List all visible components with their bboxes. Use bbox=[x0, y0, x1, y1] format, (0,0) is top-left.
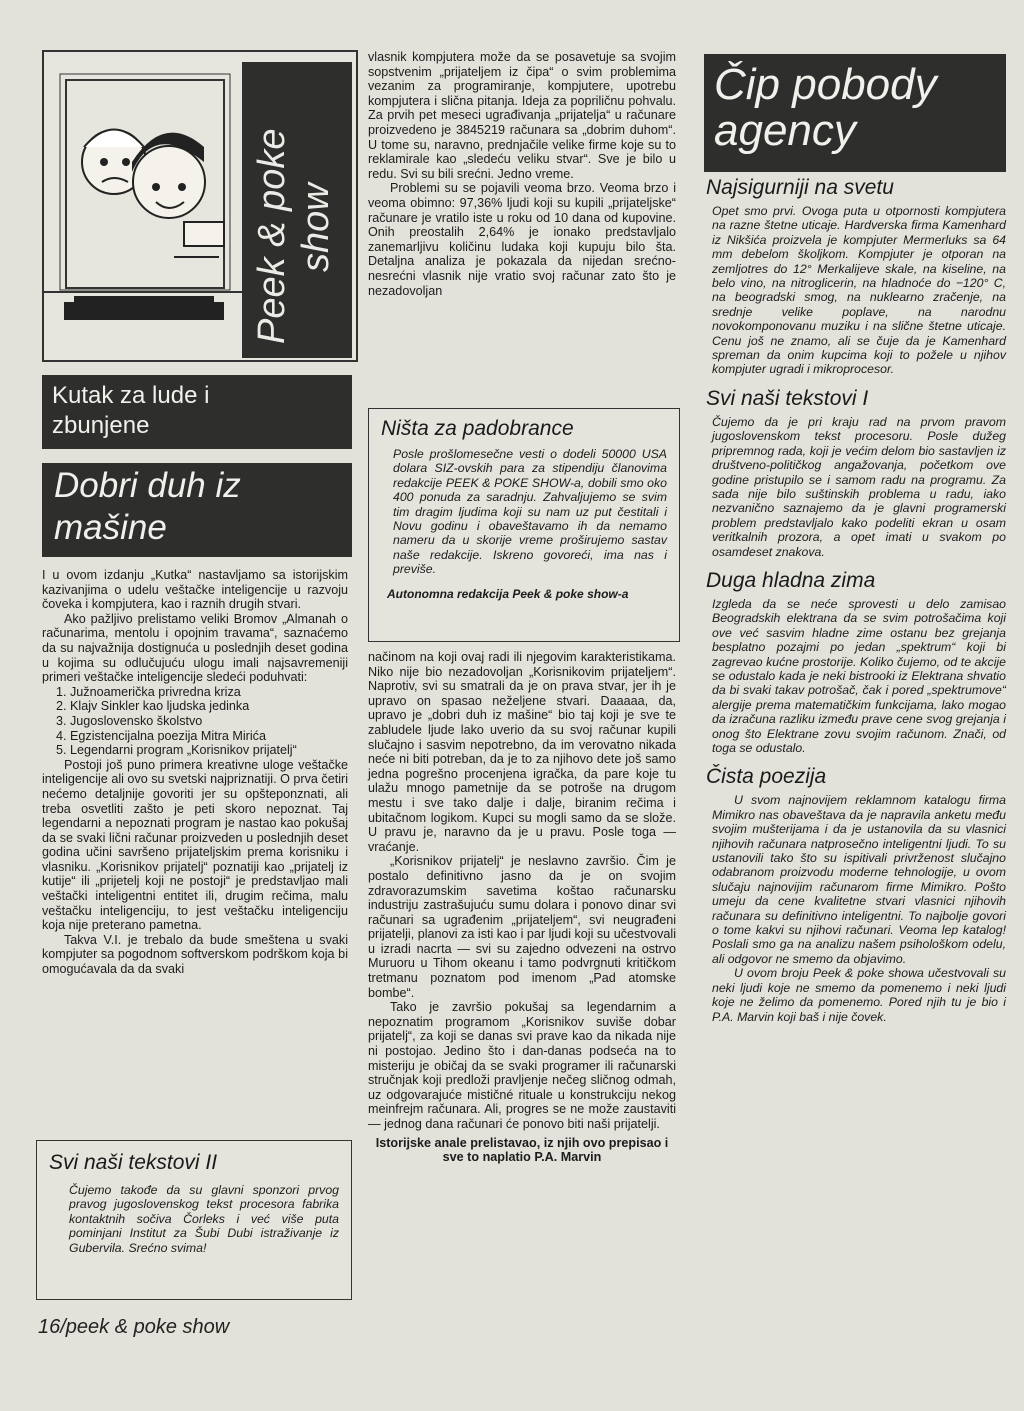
paragraph: vlasnik kompjutera može da se posavetuje sa svojim sopstvenim „prijateljem iz čipa“ o svim problemima vezanim za programiranje, kompjutere, upotrebu kompjutera i slična pitanja. Ideja za popriličnu pohvalu. Za prvih pet meseci ugrađivanja „prijatelja“ u računare proizvedeno je 3845219 računara sa „dobrim duhom“. U tome su, naravno, prednjačile velike firme koje su to reklamirale kao „sledeću veliku stvar“. Sve je bilo u redu. Svi su bili srećni. Jedno vreme. bbox=[368, 50, 676, 181]
box-title: Svi naši tekstovi II bbox=[49, 1151, 218, 1174]
cartoon-title-bar bbox=[242, 62, 352, 358]
keyboard-shape bbox=[64, 302, 224, 320]
list-item: 1. Južnoamerička privredna kriza bbox=[70, 685, 348, 700]
paragraph: „Korisnikov prijatelj“ je neslavno završio. Čim je postalo definitivno jasno da je on svojim zdravorazumskim savetima koštao računarsku industriju zastrašujuću sumu dolara i ponovo dinar svi računari sa ugrađenim „prijateljem“, svi neugrađeni prijatelji, planovi za isti kao i par ljudi koji su učestvovali u izradi nacrta — svi su zajedno odvezeni na ostrvo Muruoru u Tihom okeanu i tamo podvrgnuti kritičkom tretmanu poznatom pod imenom „Pad atomske bombe“. bbox=[368, 854, 676, 1000]
right-column bbox=[706, 176, 1006, 1024]
paragraph: načinom na koji ovaj radi ili njegovim karakteristikama. Niko nije bio nezadovoljan „Korisnikovim prijateljem“. Naprotiv, svi su smatrali da je on prava stvar, jer ih je upravo on spasao neželjene stvari. Daaaaa, da, upravo je „dobri duh iz mašine“ bio taj koji je sve te zabludele ljude lako uverio da su svoj računar kupili slučajno i sasvim nepotrebno, da im verovatno nikada neće ni biti potreban, da je to za njihovo dete još samo jedna pogrešno procenjena igračka, da pare koje tu ulažu mnogo pametnije da se potroše na drugom mestu i sve tako dalje i dalje, biranim rečima i ubitačnom logikom. Kupci su mogli samo da se slože. U pravu je, naravno da je u pravu. Posle toga — vraćanje. bbox=[368, 650, 676, 854]
sidebar-box-texts-2 bbox=[36, 1140, 352, 1300]
box-signature: Autonomna redakcija Peek & poke show-a bbox=[387, 586, 629, 601]
article-title-bar bbox=[42, 463, 352, 557]
box-text: Čujemo takođe da su glavni sponzori prvog pravog jugoslovenskog tekst procesora fabrika kontaktnih sočiva Čorleks i već više puta pominjani Institut za Šubi Dubi istraživanje iz Gubervila. Srećno svima! bbox=[69, 1183, 339, 1255]
left-column-text bbox=[42, 568, 348, 977]
section-title: Najsigurniji na svetu bbox=[706, 176, 894, 199]
section-banner bbox=[42, 375, 352, 449]
box-title: Ništa za padobrance bbox=[381, 417, 574, 440]
box-text: Posle prošlomesečne vesti o dodeli 50000 USA dolara SIZ-ovskih para za stipendiju članovima redakcije PEEK & POKE SHOW-a, dobili smo oko 400 ponuda za saradnju. Zahvaljujemo se svim tim dragim ljudima koji su nam uz put čestitali i Novu godinu i obaveštavamo ih da nemamo nameru da u skorije vreme proširujemo sastav naše redakcije. Iskreno govoreći, ima nas i previše. bbox=[393, 447, 667, 577]
section-text: Opet smo prvi. Ovoga puta u otpornosti kompjutera na razne štetne uticaje. Hardverska firma Kamenhard iz Nikšića proizvela je kompjuter Mermerluks sa 64 mm debelom školjkom. Kompjuter je otporan na zemljotres do 12° Merkalijeve skale, na kiseline, na belo vino, na nitroglicerin, na hladnoće do −120° C, na beogradski smog, na nuklearno zračenje, na srednje velike poplave, na narodnu novokomponovanu muziku i na slične štetne uticaje. Cenu još ne znamo, ali se čuje da je Kamenhard spreman da onim kupcima koji to požele u njihov kompjuter ugradi i mikroprocesor. bbox=[712, 204, 1006, 377]
list-item: 3. Jugoslovensko školstvo bbox=[70, 714, 348, 729]
section-title: Čista poezija bbox=[706, 765, 827, 789]
paragraph: Postoji još puno primera kreativne uloge veštačke inteligencije ali ovo su svetski najpriznatiji. O prva četiri nećemo detaljnije govoriti jer su opšteponznati, ali treba osvetliti zašto je peti skoro nepoznat. Taj legendarni a nepoznati program je nastao kao pokušaj da se svaki lični računar proizveden u poslednjih deset godina učini savršeno prijateljskim prema korisniku i vlasniku. „Korisnikov prijatelj“ poznatiji kao „prijatelj iz kutije“ ili „prijetelj koji ne postoji“ je predstavljao mali veštački inteligentni entitet ili, drugim rečima, malu veštačku inteligenciju, to jest veštačku inteligenciju koja nije preterano pametna. bbox=[42, 757, 348, 933]
middle-column-top bbox=[368, 50, 676, 298]
list-item: 2. Klajv Sinkler kao ljudska jedinka bbox=[70, 699, 348, 714]
cartoon-title-line1: Peek & poke bbox=[251, 128, 293, 344]
cartoon-title-line2: show bbox=[295, 183, 337, 272]
paragraph: Takva V.I. je trebalo da bude smeštena u svaki kompjuter sa pogodnom softverskom podrškom koja bi omogućavala da da svaki bbox=[42, 932, 348, 977]
page-footer: 16/peek & poke show bbox=[38, 1316, 230, 1338]
section-text: Izgleda da se neće sprovesti u delo zamisao Beogradskih elektrana da se svim potrošačima koji ove već sasvim hladne zime ostanu bez grejanja besplatno pozajmi po jedan „spektrum“ koji bi zagrevao kućne prostorije. Koliko čujemo, od te akcije se odustalo kada je neki bistrooki iz Elektrana shvatio da bi svaki takav potrošač, čak i pored „spektrumove“ alergije prema matematičkim funkcijama, lako mogao da izračuna razliku između prave cene svog grejanja i onog što Elektrane zovu svojim računom. Znači, od toga se odustalo. bbox=[712, 596, 1006, 755]
paragraph: Ako pažljivo prelistamo veliki Bromov „Almanah o računarima, mentolu i opojnim travama“, saznaćemo da su najvažnija dostignuća u poslednjih deset godina u kojima su odlučujuću ulogu imali najsavremeniji primeri veštačke inteligencije sledeći poduhvati: bbox=[42, 611, 348, 685]
section-title: Svi naši tekstovi I bbox=[706, 386, 869, 410]
achievement-list bbox=[42, 685, 348, 758]
paragraph: Tako je završio pokušaj sa legendarnim a nepoznatim programom „Korisnikov suviše dobar prijatelj“, za koji se danas svi prave kao da nikada nije ni postojao. Jedino što i dan-danas podseća na to misteriju je običaj da se svaki programer ili računarski stručnjak koji predloži pravljenje nečeg sličnog odmah, uz odgovarajuće mističné rituale u konstrukciju nekog meinfrejm računara. Ali, progres se ne može zaustaviti — jednog dana računari će ponovo biti naši prijatelji. bbox=[368, 1000, 676, 1131]
article-title: Dobri duh iz mašine bbox=[54, 466, 241, 547]
cartoon-illustration bbox=[44, 52, 244, 358]
section-title: Duga hladna zima bbox=[706, 568, 876, 592]
paragraph: I u ovom izdanju „Kutka“ nastavljamo sa istorijskim kazivanjima o udelu veštačke inteligencije u razvoju čoveka i kompjutera, kao i raznih drugih stvari. bbox=[42, 568, 348, 612]
section-text: U ovom broju Peek & poke showa učestvovali su neki ljudi koje ne smemo da pomenemo i neki ljudi koje ne želimo da pomenemo. Pored njih tu je bio i P.A. Marvin koji baš i nije čovek. bbox=[712, 966, 1006, 1024]
closing-credit: Istorijske anale prelistavao, iz njih ovo prepisao i sve to naplatio P.A. Marvin bbox=[375, 1135, 669, 1165]
cartoon-panel bbox=[42, 50, 358, 362]
middle-column-bottom bbox=[368, 650, 676, 1165]
section-text: Čujemo da je pri kraju rad na prvom pravom jugoslovenskom tekst procesoru. Posle dužeg pripremnog rada, koji je većim delom bio sastavljen iz društveno-političkog angažovanja, početkom ove godine pristupilo se i samom radu na programu. Za sada nije bilo suštinskih problema u radu, iako nezvanično saznajemo da je glavni programerski problem predstavljalo kako podeliti ekran u osam veritkalnih prozora, a opet imati u svakom po osamdeset znakova. bbox=[712, 414, 1006, 559]
right-banner-text: Čip pobody agency bbox=[714, 60, 937, 155]
section-text: U svom najnovijem reklamnom katalogu firma Mimikro nas obaveštava da je napravila anketu među svojim mušterijama i da je ustanovila da su vlasnici njihovih računara natprosečno inteligentni ljudi. To su ustanovili tako što su ispitivali privrženost slučajno odabranom proizvodu moderne tehnologije, u ovom slučaju najnovijim računarom firme Mimikro. Pošto umeju da cene kvalitetne stvari vlasnici njihovih računara su definitivno inteligentni. To najbolje govori o tome kakvi su njihovi računari. Veoma lep katalog! Poslali smo ga na analizu našem psihološkom odelu, ali odgovor ne smemo da objavimo. bbox=[712, 793, 1006, 966]
list-item: 4. Egzistencijalna poezija Mitra Mirića bbox=[70, 729, 348, 744]
sidebar-box-paratroopers bbox=[368, 408, 680, 642]
right-banner bbox=[704, 54, 1006, 172]
section-banner-text: Kutak za lude i zbunjene bbox=[52, 382, 210, 439]
list-item: 5. Legendarni program „Korisnikov prijatelj“ bbox=[70, 743, 348, 758]
paragraph: Problemi su se pojavili veoma brzo. Veoma brzo i veoma obimno: 97,36% ljudi koji su kupili „prijateljske“ računare je vratilo iste u roku od 10 dana od kupovine. Onih preostalih 2,64% je ionako predstavljalo zanemarljivu količinu ludaka koji kupuju bilo šta. Detaljna analiza je pokazala da nijedan srećno-nesrećni vlasnik nije vratio svoj računar zato što je nezadovoljan bbox=[368, 181, 676, 298]
